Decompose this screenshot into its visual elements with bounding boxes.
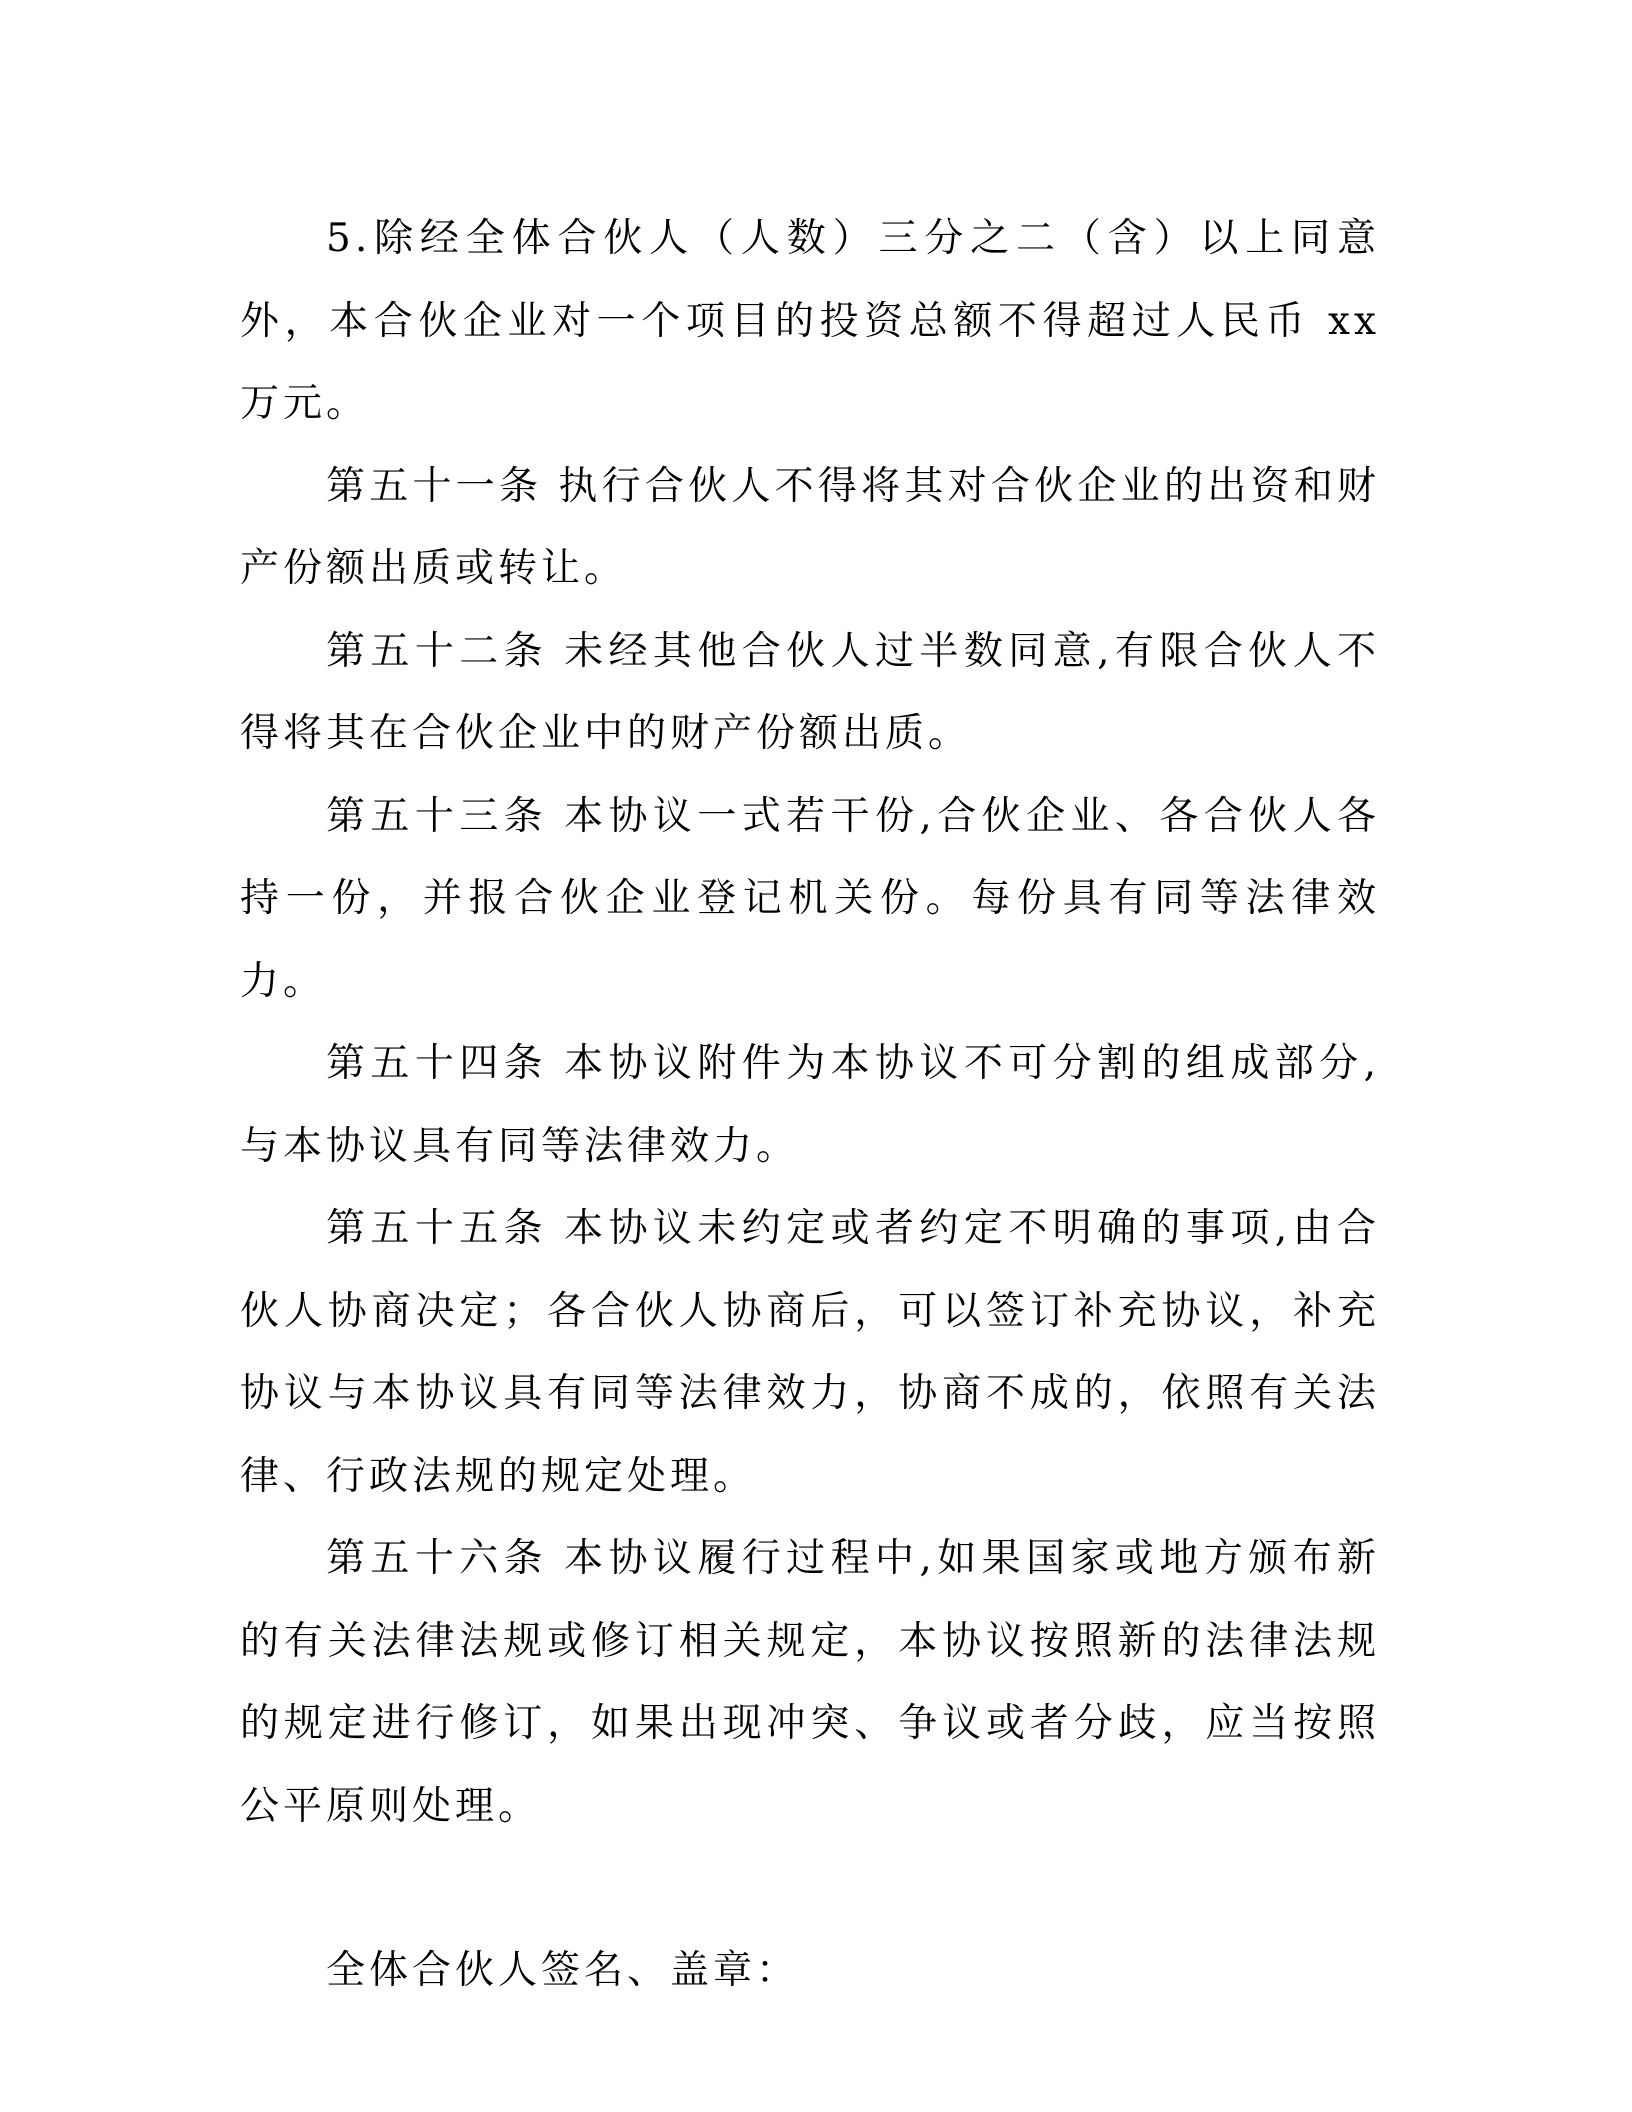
article-54 [240,1023,1380,1188]
clause-5-text: 5.除经全体合伙人（人数）三分之二（含）以上同意外，本合伙企业对一个项目的投资总额不得超过人民币 xx 万元。 [240,216,1380,426]
article-55-number: 第五十五条 [326,1206,549,1251]
document-body [240,198,1380,2013]
article-53-number: 第五十三条 [326,793,549,839]
article-56-number: 第五十六条 [326,1536,549,1581]
article-53 [240,776,1380,1024]
article-53-text: 本协议一式若干份,合伙企业、各合伙人各持一份，并报合伙企业登记机关份。每份具有同等法律效力。 [240,793,1380,1004]
article-54-number: 第五十四条 [326,1041,549,1086]
article-56-text: 本协议履行过程中,如果国家或地方颁布新的有关法律法规或修订相关规定，本协议按照新的法律法规的规定进行修订，如果出现冲突、争议或者分歧，应当按照公平原则处理。 [240,1536,1380,1829]
article-52 [240,611,1380,776]
signature-line: 全体合伙人签名、盖章： [326,1948,800,1993]
article-52-text: 未经其他合伙人过半数同意,有限合伙人不得将其在合伙企业中的财产份额出质。 [240,628,1380,756]
blank-line [240,1848,1380,1930]
article-56 [240,1518,1380,1848]
clause-5 [240,198,1380,446]
article-51 [240,446,1380,611]
article-51-number: 第五十一条 [326,463,543,509]
article-54-text: 本协议附件为本协议不可分割的组成部分,与本协议具有同等法律效力。 [240,1041,1380,1169]
article-51-text: 执行合伙人不得将其对合伙企业的出资和财产份额出质或转让。 [240,463,1380,591]
article-52-number: 第五十二条 [326,628,549,674]
article-55 [240,1188,1380,1518]
article-55-text: 本协议未约定或者约定不明确的事项,由合伙人协商决定；各合伙人协商后，可以签订补充协议，补充协议与本协议具有同等法律效力，协商不成的，依照有关法律、行政法规的规定处理。 [240,1206,1380,1499]
